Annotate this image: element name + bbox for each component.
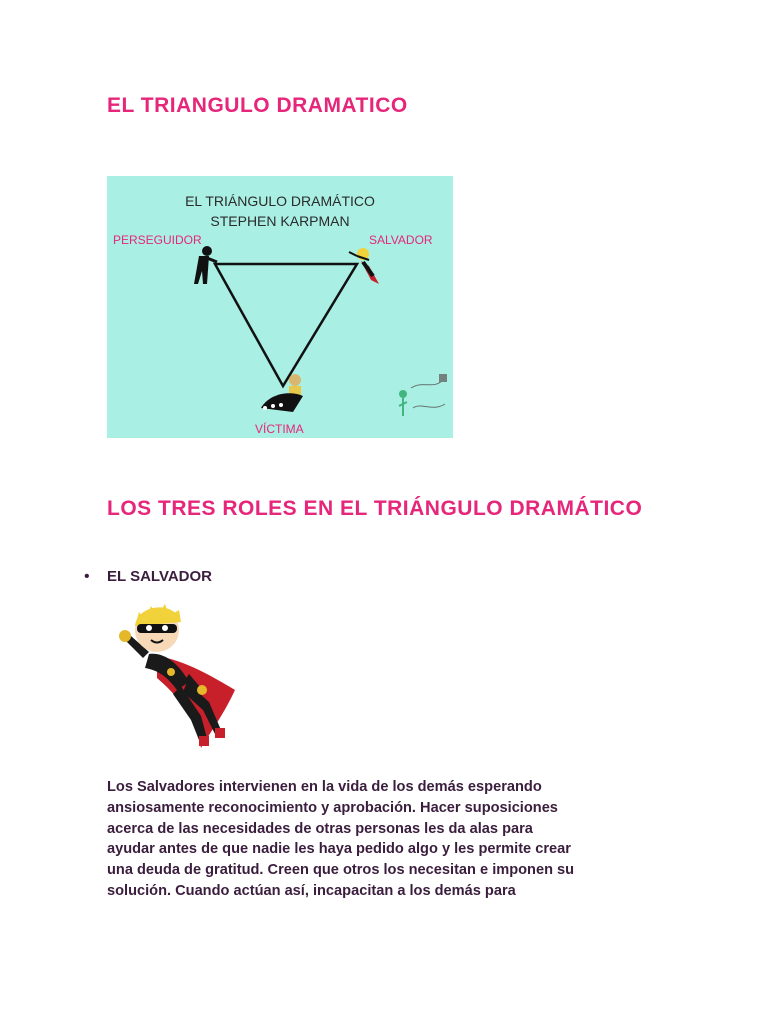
label-perseguidor: PERSEGUIDOR (113, 233, 202, 247)
subsection-title: EL SALVADOR (107, 568, 213, 585)
paragraph-line: Los Salvadores intervienen en la vida de los demás esperando (107, 779, 542, 795)
watermark-logo (399, 374, 447, 416)
paragraph-line: una deuda de gratitud. Creen que otros los necesitan e imponen su (107, 862, 575, 879)
page-heading: EL TRIANGULO DRAMATICO (107, 94, 408, 117)
paragraph-line: ansiosamente reconocimiento y aprobación. Hacer suposiciones (107, 799, 558, 816)
victim-figure (261, 374, 303, 412)
paragraph-line: acerca de las necesidades de otras personas les da alas para (107, 820, 533, 837)
figure-title: EL TRIÁNGULO DRAMÁTICO (185, 193, 375, 209)
paragraph-line: ayudar antes de que nadie les haya pedido algo y les permite crear (107, 841, 571, 858)
section-heading: LOS TRES ROLES EN EL TRIÁNGULO DRAMÁTICO (107, 497, 643, 520)
salvador-paragraph (107, 777, 667, 902)
persecutor-figure (194, 246, 217, 284)
rescuer-figure (349, 248, 379, 284)
label-salvador: SALVADOR (369, 233, 433, 247)
label-victima: VÍCTIMA (255, 422, 304, 436)
triangle-shape (215, 264, 357, 386)
figure-subtitle: STEPHEN KARPMAN (210, 213, 350, 229)
paragraph-line: solución. Cuando actúan así, incapacitan a los demás para (107, 882, 516, 899)
bullet-marker: • (84, 568, 90, 585)
superhero-illustration (105, 598, 240, 758)
drama-triangle-image (107, 176, 453, 438)
